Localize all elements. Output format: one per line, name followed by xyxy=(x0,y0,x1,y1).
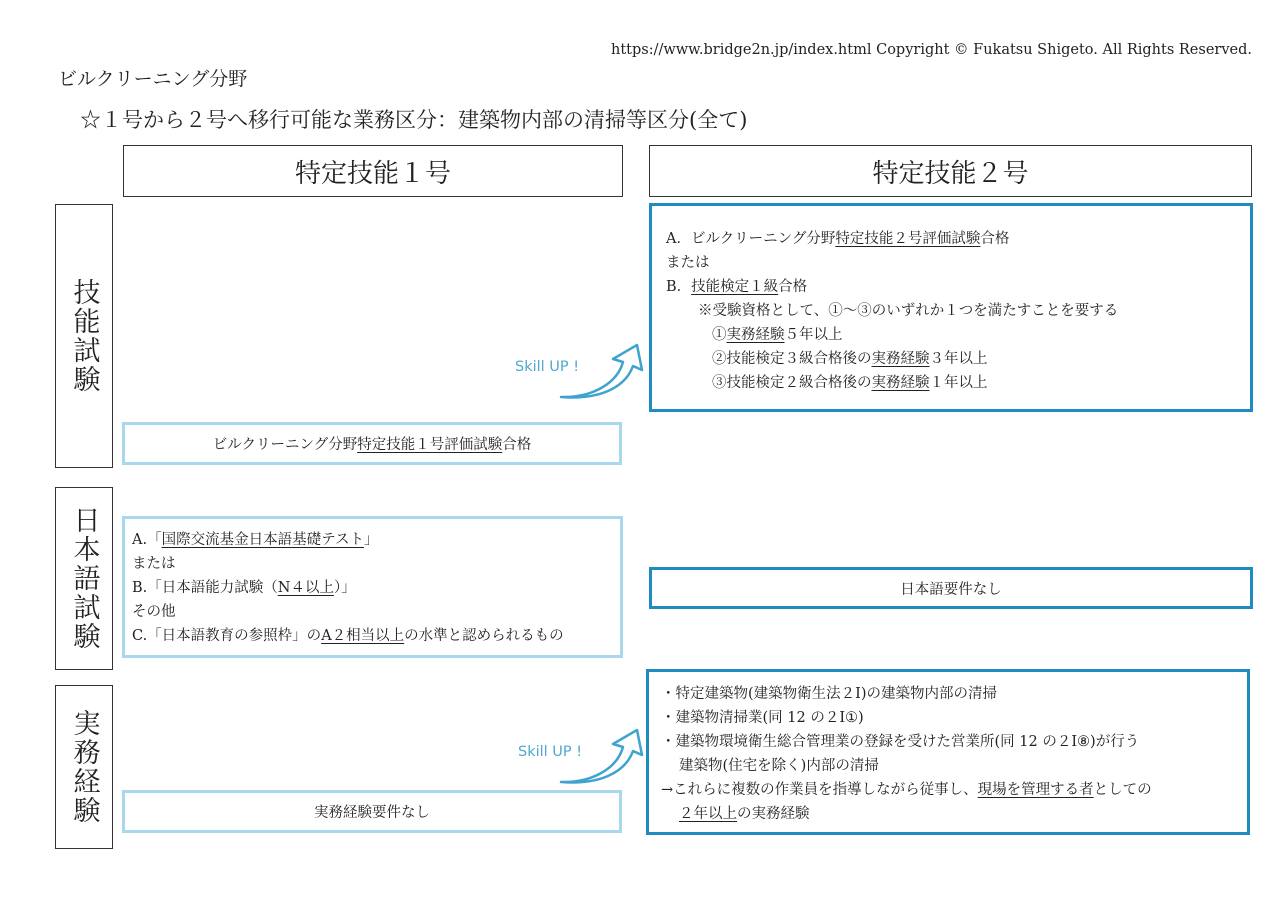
experience-tokutei2-box xyxy=(646,669,1250,835)
row-label-experience: 実務経験 xyxy=(55,685,113,849)
row-label-japanese-test: 日本語試験 xyxy=(55,487,113,670)
column-header-tokutei1: 特定技能１号 xyxy=(123,145,623,197)
experience-tokutei1-text: 実務経験要件なし xyxy=(314,805,430,821)
japanese-test-tokutei1-box xyxy=(122,516,623,658)
main-title: ☆１号から２号へ移行可能な業務区分：建築物内部の清掃等区分(全て) xyxy=(80,108,748,132)
copyright-notice: https://www.bridge2n.jp/index.html Copyright © Fukatsu Shigeto. All Rights Reserved. xyxy=(610,42,1252,58)
skill-up-arrow-icon-2 xyxy=(555,725,645,787)
skill-up-label-1: Skill UP ! xyxy=(515,359,580,375)
experience-tokutei1-box xyxy=(122,790,622,833)
skill-up-label-2: Skill UP ! xyxy=(518,744,583,760)
skill-test-tokutei2-box xyxy=(649,203,1253,412)
skill-test-tokutei1-text: ビルクリーニング分野特定技能１号評価試験合格 xyxy=(212,437,532,453)
skill-test-tokutei1-box xyxy=(122,422,622,465)
experience-tokutei2-text: ・特定建築物(建築物衛生法２Ⅰ)の建築物内部の清掃 ・建築物清掃業(同 12 の２Ⅰ①) ・建築物環境衛生総合管理業の登録を受けた営業所(同 12 の２Ⅰ⑧)が行う 建築物(住宅を除く)内部の清掃 →これらに複数の作業員を指導しながら従事し、現場を管理する者としての ２年以上の実務経験 xyxy=(661,686,1152,822)
japanese-test-tokutei1-text: A.「国際交流基金日本語基礎テスト」 または B.「日本語能力試験（N４以上）」 その他 C.「日本語教育の参照枠」のA２相当以上の水準と認められるもの xyxy=(132,532,564,644)
skill-test-tokutei2-text: A．ビルクリーニング分野特定技能２号評価試験合格 または B．技能検定１級合格 ※受験資格として、①～③のいずれか１つを満たすことを要する ①実務経験５年以上 ②技能検定３級合格後の実務経験３年以上 ③技能検定２級合格後の実務経験１年以上 xyxy=(666,231,1119,391)
column-header-tokutei2: 特定技能２号 xyxy=(649,145,1252,197)
row-label-skill-test: 技能試験 xyxy=(55,204,113,468)
japanese-test-tokutei2-text: 日本語要件なし xyxy=(900,581,1002,598)
field-title: ビルクリーニング分野 xyxy=(58,68,248,90)
skill-up-arrow-icon-1 xyxy=(555,340,645,402)
japanese-test-tokutei2-box xyxy=(649,567,1253,609)
